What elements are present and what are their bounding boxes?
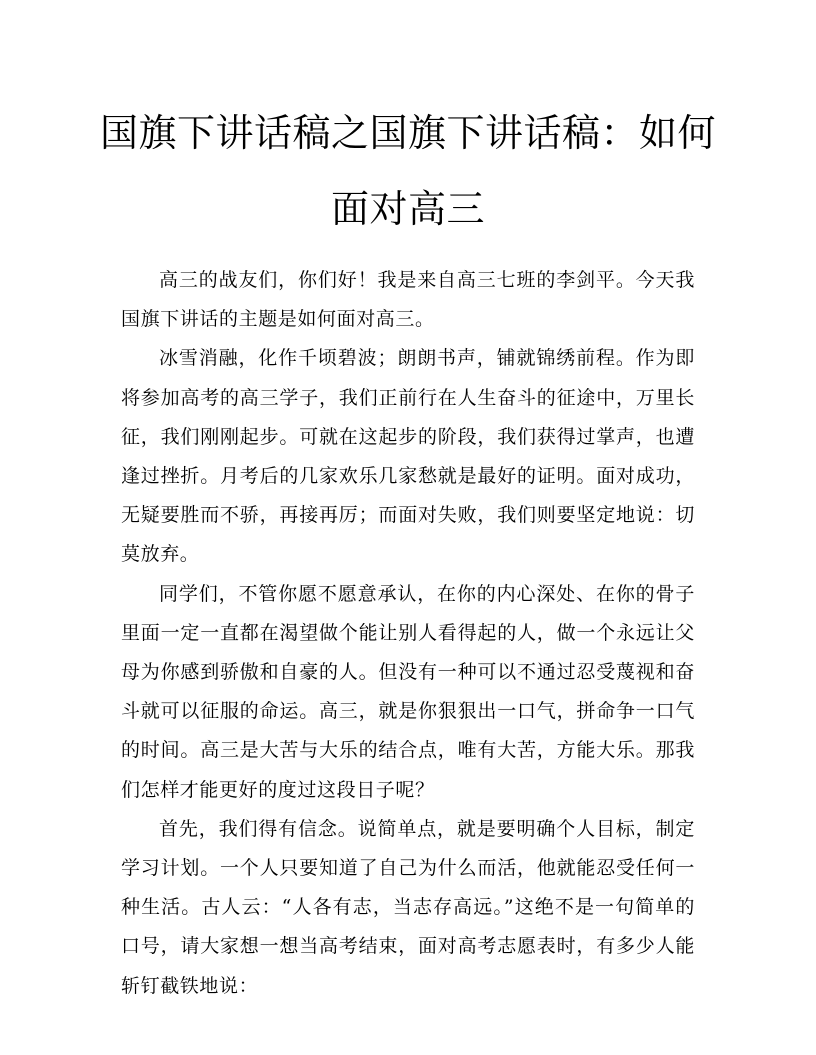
paragraph-aspiration: 同学们，不管你愿不愿意承认，在你的内心深处、在你的骨子里面一定一直都在渴望做个能让别人看得起的人，做一个永远让父母为你感到骄傲和自豪的人。但没有一种可以不通过忍受蔑视和奋斗就可以征服的命运。高三，就是你狠狠出一口气，拼命争一口气的时间。高三是大苦与大乐的结合点，唯有大苦，方能大乐。那我们怎样才能更好的度过这段日子呢？ — [121, 582, 695, 801]
document-title: 国旗下讲话稿之国旗下讲话稿：如何面对高三 — [99, 111, 716, 231]
paragraph-greeting: 高三的战友们，你们好！我是来自高三七班的李剑平。今天我国旗下讲话的主题是如何面对高三。 — [121, 269, 695, 331]
paragraph-progress: 冰雪消融，化作千顷碧波；朗朗书声，铺就锦绣前程。作为即将参加高考的高三学子，我们正前行在人生奋斗的征途中，万里长征，我们刚刚起步。可就在这起步的阶段，我们获得过掌声，也遭逢过挫折。月考后的几家欢乐几家愁就是最好的证明。面对成功，无疑要胜而不骄，再接再厉；而面对失败，我们则要坚定地说：切莫放弃。 — [121, 347, 695, 566]
document-body — [121, 261, 695, 1006]
paragraph-belief: 首先，我们得有信念。说简单点，就是要明确个人目标，制定学习计划。一个人只要知道了自己为什么而活，他就能忍受任何一种生活。古人云：“人各有志，当志存高远。”这绝不是一句简单的口号，请大家想一想当高考结束，面对高考志愿表时，有多少人能斩钉截铁地说： — [121, 817, 695, 997]
